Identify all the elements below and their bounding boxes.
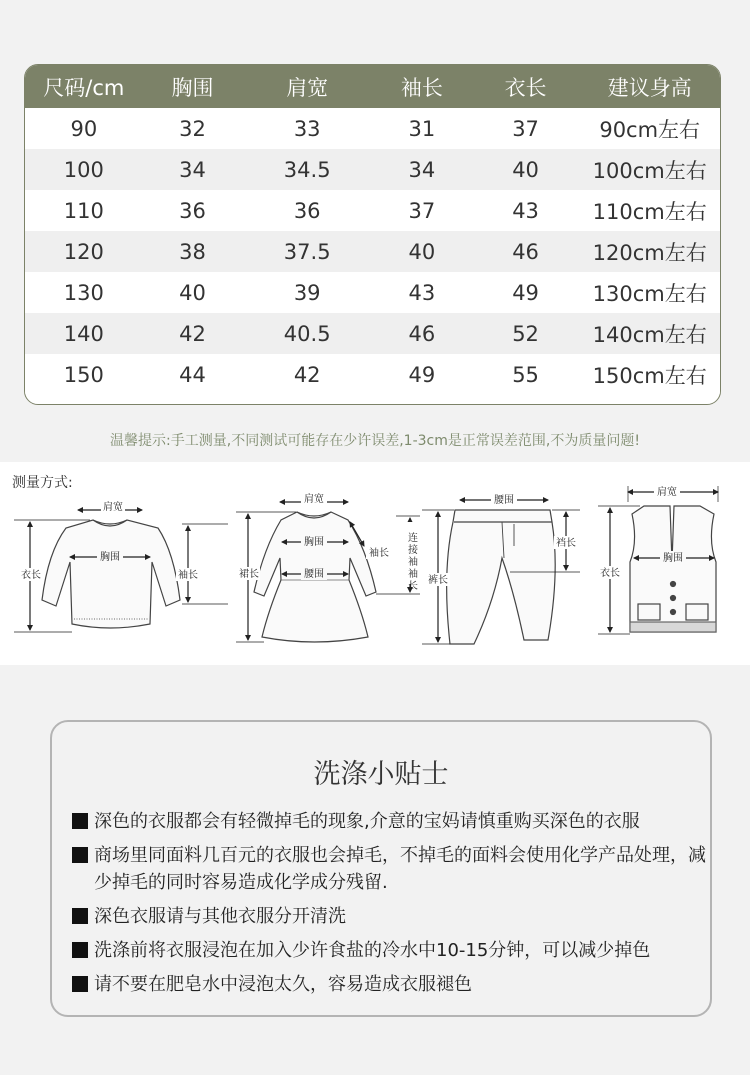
cell-length: 43 [512,198,539,223]
cell-length: 49 [512,280,539,305]
square-bullet-icon [72,976,88,992]
table-header [25,65,720,108]
cell-shoulder: 40.5 [283,321,331,346]
cell-sleeve: 49 [408,362,436,387]
wash-tips-list [72,808,707,1005]
list-item [72,937,707,964]
dress-diagram [236,502,420,642]
cell-height: 120cm左右 [592,240,707,265]
wash-tip-text: 深色的衣服都会有轻微掉毛的现象,介意的宝妈请慎重购买深色的衣服 [94,811,640,832]
vest-shoulder-label: 肩宽 [657,487,677,498]
cell-length: 52 [512,321,539,346]
cell-size: 90 [70,116,98,141]
cell-sleeve: 31 [408,116,436,141]
table-row [25,149,720,190]
cell-sleeve: 46 [408,321,436,346]
list-item [72,971,707,998]
table-row [25,190,720,231]
cell-height: 150cm左右 [592,363,707,388]
dress-sleeve-label: 袖长 [369,548,389,559]
header-shoulder: 肩宽 [286,75,329,100]
table-row [25,231,720,272]
pants-length-label: 裤长 [428,575,448,586]
pants-diagram [422,500,580,644]
measurement-diagrams [0,462,750,665]
square-bullet-icon [72,813,88,829]
cell-chest: 32 [179,116,206,141]
measurement-tip: 温馨提示:手工测量,不同测试可能存在少许误差,1-3cm是正常误差范围,不为质量问题! [110,433,640,449]
cell-size: 140 [63,321,104,346]
cell-chest: 34 [179,157,206,182]
list-item [72,903,707,930]
dress-raglan-sleeve-label: 连接袖袖长 [405,532,417,592]
pants-rise-label: 裆长 [556,538,576,549]
table-row [25,272,720,313]
cell-height: 100cm左右 [592,158,707,183]
cell-shoulder: 36 [293,198,321,223]
cell-length: 46 [512,239,539,264]
measurement-section [0,462,750,665]
cell-height: 140cm左右 [592,322,707,347]
cell-height: 110cm左右 [592,199,707,224]
cell-chest: 40 [179,280,206,305]
cell-shoulder: 42 [293,362,321,387]
cell-chest: 38 [179,239,206,264]
cell-sleeve: 43 [408,280,436,305]
size-table [24,64,721,405]
measurement-title: 测量方式: [12,475,73,491]
cell-size: 130 [63,280,104,305]
wash-tip-text: 请不要在肥皂水中浸泡太久，容易造成衣服褪色 [94,974,472,995]
sweater-sleeve-label: 袖长 [178,570,198,581]
dress-shoulder-label: 肩宽 [304,494,324,505]
sweater-length-label: 衣长 [21,570,41,581]
cell-length: 40 [512,157,539,182]
table-row [25,354,720,395]
wash-tip-text: 商场里同面料几百元的衣服也会掉毛，不掉毛的面料会使用化学产品处理，减少掉毛的同时容易造成化学成分残留. [94,845,706,893]
table-row [25,313,720,354]
cell-height: 90cm左右 [599,117,701,142]
table-row [25,108,720,149]
header-length: 衣长 [504,75,547,100]
pants-waist-label: 腰围 [494,495,514,506]
vest-chest-label: 胸围 [663,553,683,564]
wash-tip-text: 深色衣服请与其他衣服分开清洗 [94,906,346,927]
cell-length: 37 [512,116,539,141]
square-bullet-icon [72,908,88,924]
vest-diagram [598,486,718,634]
cell-size: 120 [63,239,104,264]
dress-chest-label: 胸围 [304,537,324,548]
header-height: 建议身高 [607,75,692,100]
cell-chest: 36 [179,198,206,223]
wash-tip-text: 洗涤前将衣服浸泡在加入少许食盐的冷水中10-15分钟，可以减少掉色 [94,940,651,961]
cell-size: 100 [63,157,104,182]
dress-waist-label: 腰围 [304,569,324,580]
cell-shoulder: 34.5 [283,157,331,182]
dress-skirt-length-label: 裙长 [239,569,259,580]
cell-shoulder: 33 [293,116,321,141]
square-bullet-icon [72,847,88,863]
wash-tips-title: 洗涤小贴士 [313,759,449,790]
header-sleeve: 袖长 [400,75,443,100]
cell-shoulder: 37.5 [283,239,331,264]
vest-length-label: 衣长 [600,568,620,579]
header-size: 尺码/cm [43,75,125,100]
sweater-shoulder-label: 肩宽 [103,502,123,513]
cell-chest: 44 [179,362,206,387]
list-item [72,808,707,835]
sweater-chest-label: 胸围 [100,552,120,563]
wash-tips-card [50,720,712,1017]
cell-height: 130cm左右 [592,281,707,306]
cell-chest: 42 [179,321,206,346]
cell-sleeve: 40 [408,239,436,264]
cell-sleeve: 37 [408,198,436,223]
header-chest: 胸围 [171,75,214,100]
square-bullet-icon [72,942,88,958]
cell-size: 110 [63,198,104,223]
cell-length: 55 [512,362,539,387]
list-item [72,842,707,896]
cell-size: 150 [63,362,104,387]
cell-shoulder: 39 [293,280,321,305]
cell-sleeve: 34 [408,157,436,182]
